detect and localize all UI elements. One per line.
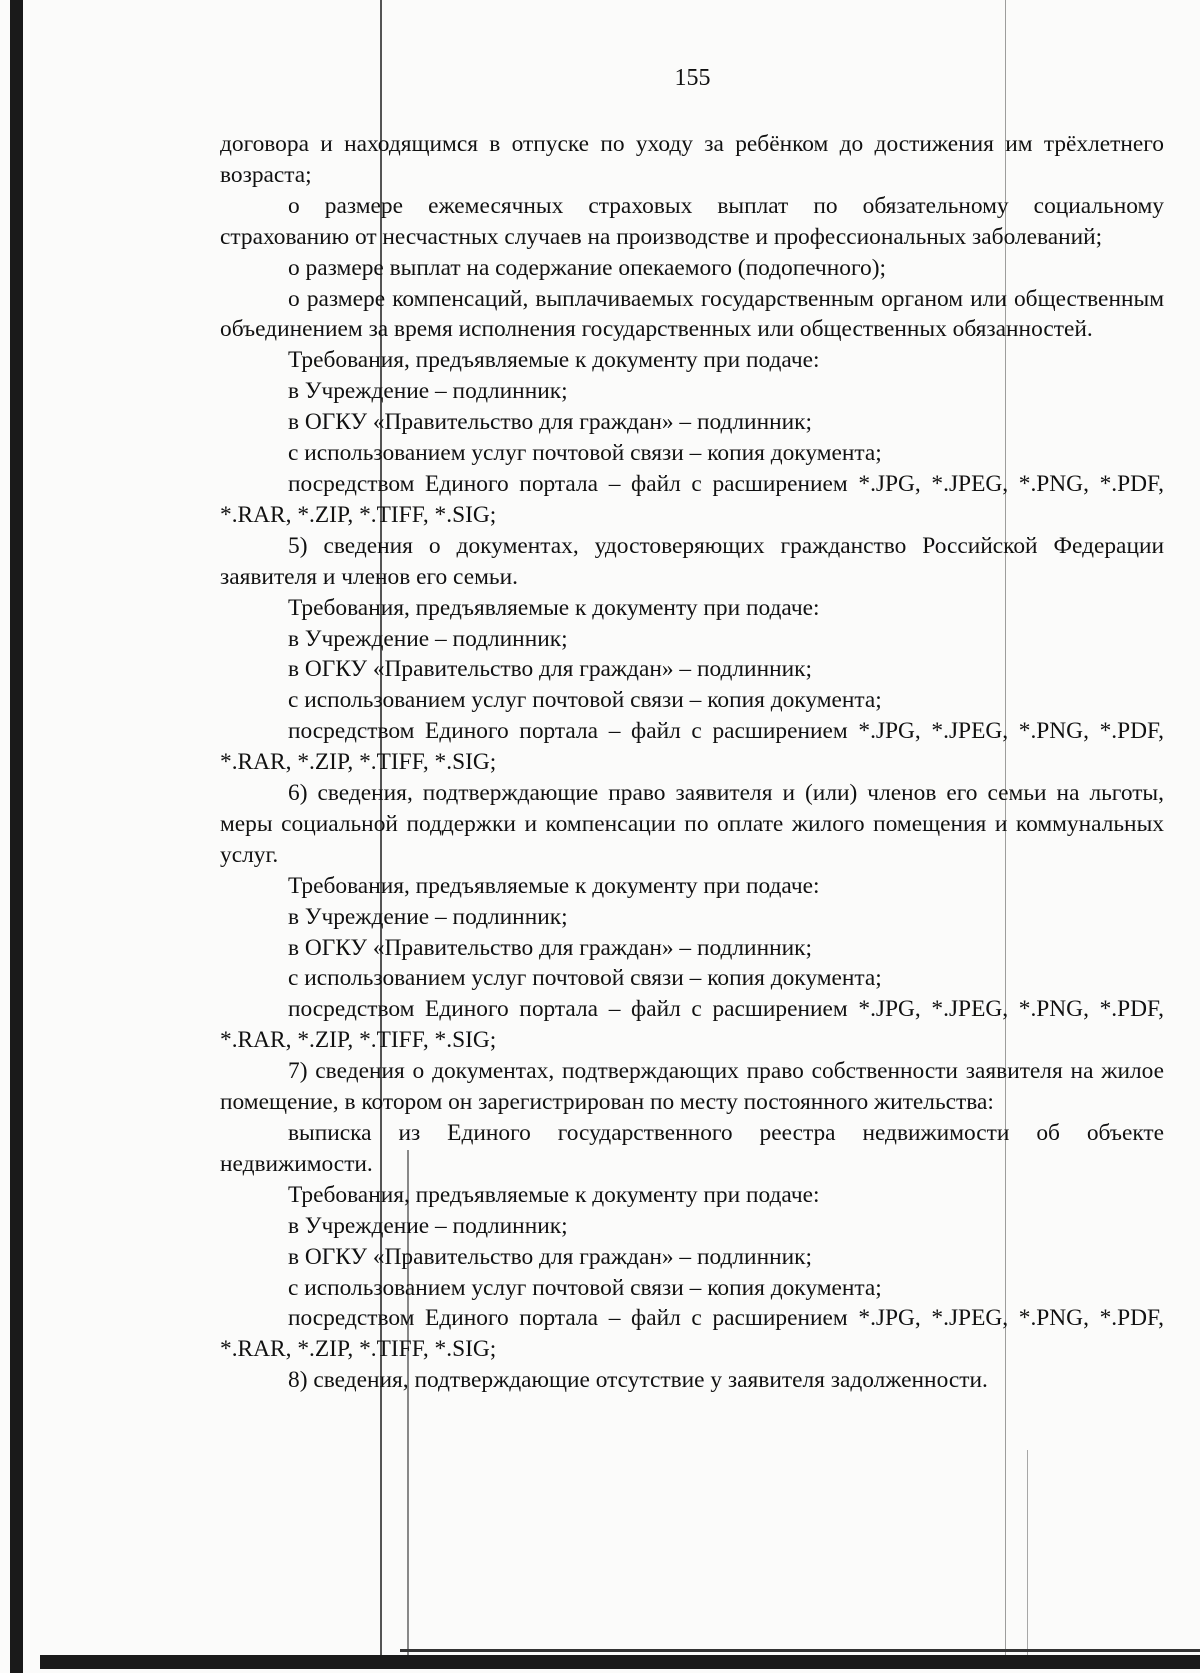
- paragraph: с использованием услуг почтовой связи – копия документа;: [288, 965, 882, 992]
- scan-fold-line: [1027, 1450, 1028, 1655]
- paragraph: 7) сведения о документах, подтверждающих право собственности заявителя на жилое помещение, в котором он зарегистрирован по месту постоянного жительства:: [220, 1058, 1164, 1116]
- paragraph: в ОГКУ «Правительство для граждан» – подлинник;: [288, 1243, 812, 1270]
- document-body: [220, 129, 1164, 1396]
- paragraph: в ОГКУ «Правительство для граждан» – подлинник;: [288, 934, 812, 961]
- paragraph: Требования, предъявляемые к документу при подаче:: [288, 1181, 820, 1208]
- paragraph: 8) сведения, подтверждающие отсутствие у заявителя задолженности.: [288, 1367, 988, 1394]
- paragraph: Требования, предъявляемые к документу при подаче:: [288, 594, 820, 621]
- paragraph: в Учреждение – подлинник;: [288, 378, 568, 405]
- paragraph: Требования, предъявляемые к документу при подаче:: [288, 872, 820, 899]
- scan-edge-left: [10, 0, 23, 1673]
- paragraph: с использованием услуг почтовой связи – копия документа;: [288, 440, 882, 467]
- paragraph: посредством Единого портала – файл с расширением *.JPG, *.JPEG, *.PNG, *.PDF, *.RAR, *.ZIP, *.TIFF, *.SIG;: [220, 718, 1164, 776]
- paragraph: посредством Единого портала – файл с расширением *.JPG, *.JPEG, *.PNG, *.PDF, *.RAR, *.ZIP, *.TIFF, *.SIG;: [220, 470, 1164, 528]
- paragraph: с использованием услуг почтовой связи – копия документа;: [288, 687, 882, 714]
- paragraph: в Учреждение – подлинник;: [288, 903, 568, 930]
- paragraph: о размере ежемесячных страховых выплат по обязательному социальному страхованию от несчастных случаев на производстве и профессиональных заболеваний;: [220, 192, 1164, 250]
- page-number: 155: [674, 65, 711, 91]
- scan-edge-bottom: [40, 1655, 1200, 1669]
- paragraph: договора и находящимся в отпуске по уходу за ребёнком до достижения им трёхлетнего возраста;: [220, 131, 1164, 188]
- paragraph: 6) сведения, подтверждающие право заявителя и (или) членов его семьи на льготы, меры социальной поддержки и компенсации по оплате жилого помещения и коммунальных услуг.: [220, 780, 1164, 868]
- paragraph: с использованием услуг почтовой связи – копия документа;: [288, 1274, 882, 1301]
- paragraph: выписка из Единого государственного реестра недвижимости об объекте недвижимости.: [220, 1120, 1164, 1177]
- paragraph: о размере компенсаций, выплачиваемых государственным органом или общественным объединением за время исполнения государственных или общественных обязанностей.: [220, 285, 1164, 343]
- paragraph: посредством Единого портала – файл с расширением *.JPG, *.JPEG, *.PNG, *.PDF, *.RAR, *.ZIP, *.TIFF, *.SIG;: [220, 1305, 1164, 1363]
- paragraph: о размере выплат на содержание опекаемого (подопечного);: [288, 254, 887, 281]
- paragraph: в Учреждение – подлинник;: [288, 625, 568, 652]
- paragraph: 5) сведения о документах, удостоверяющих гражданство Российской Федерации заявителя и членов его семьи.: [220, 532, 1164, 590]
- paragraph: в ОГКУ «Правительство для граждан» – подлинник;: [288, 409, 812, 436]
- scan-edge-bottom-thin: [400, 1649, 1200, 1652]
- paragraph: посредством Единого портала – файл с расширением *.JPG, *.JPEG, *.PNG, *.PDF, *.RAR, *.ZIP, *.TIFF, *.SIG;: [220, 996, 1164, 1054]
- paragraph: в Учреждение – подлинник;: [288, 1212, 568, 1239]
- paragraph: в ОГКУ «Правительство для граждан» – подлинник;: [288, 656, 812, 683]
- paragraph: Требования, предъявляемые к документу при подаче:: [288, 347, 820, 374]
